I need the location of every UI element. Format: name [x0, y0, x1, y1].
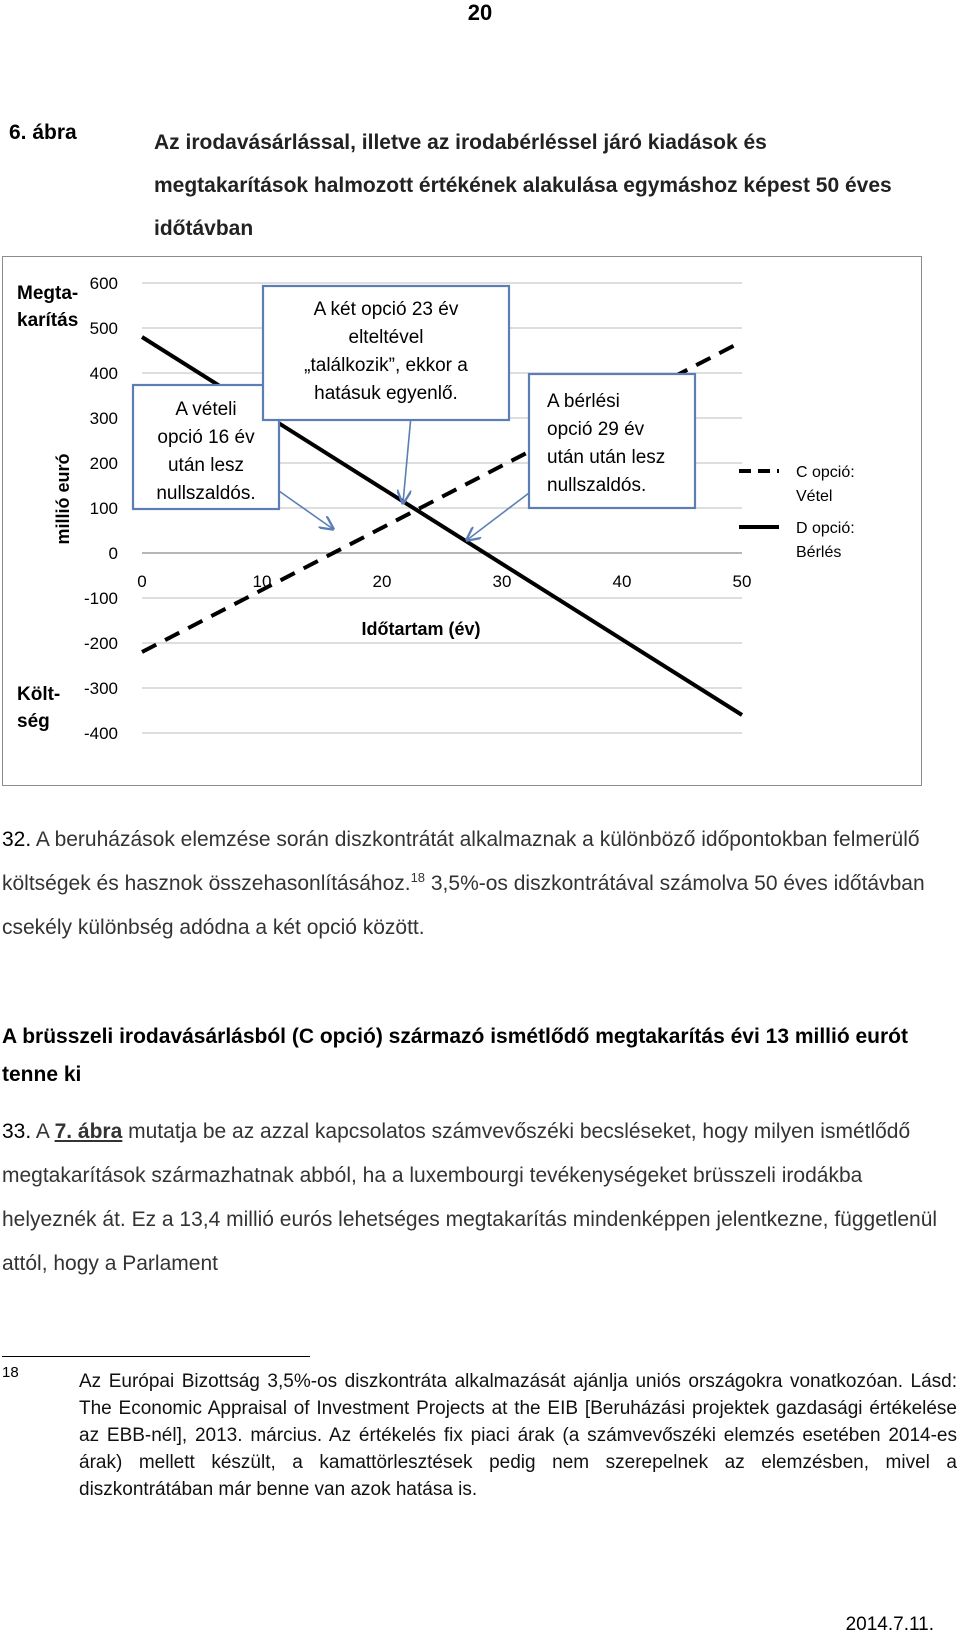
callout-text: hatásuk egyenlő. — [314, 383, 458, 404]
chart — [3, 257, 921, 785]
y-tick-label: 0 — [108, 544, 118, 563]
callout-text: után lesz — [167, 455, 245, 476]
callout-text: A két opció 23 év — [313, 299, 459, 320]
x-axis-title: Időtartam (év) — [361, 619, 481, 639]
legend-label: Bérlés — [796, 544, 842, 561]
callout-arrow — [279, 491, 333, 529]
x-tick-label: 20 — [372, 572, 392, 591]
figure-label: 6. ábra — [9, 121, 77, 144]
x-tick-label: 50 — [732, 572, 752, 591]
x-tick-label: 40 — [612, 572, 632, 591]
paragraph-text-continued: 3,5%-os diszkontrátával számolva 50 éves időtávban csekély különbség adódna a két opció között. — [2, 872, 925, 939]
y-axis-title: millió euró — [53, 453, 73, 545]
callout-text: opció 16 év — [157, 427, 255, 448]
callout-text: nullszaldós. — [156, 483, 256, 504]
y-tick-label: -300 — [83, 679, 118, 698]
y-top-label: karítás — [17, 310, 79, 331]
y-tick-label: -100 — [83, 589, 118, 608]
callout-text: opció 29 év — [547, 419, 645, 440]
x-tick-label: 0 — [137, 572, 147, 591]
footnote-separator — [2, 1356, 310, 1357]
legend-label: Vétel — [796, 488, 833, 505]
callout-arrow — [403, 420, 411, 503]
y-bottom-label: ség — [17, 711, 50, 732]
legend-label: C opció: — [796, 464, 855, 481]
y-tick-label: 300 — [89, 409, 118, 428]
legend-label: D opció: — [796, 520, 855, 537]
paragraph-number: 33. — [2, 1120, 32, 1143]
footnote-text: Az Európai Bizottság 3,5%-os diszkontráta alkalmazását ajánlja uniós országokra vonatkozóan. Lásd: The Economic Appraisal of Investment Projects at the EIB [Beruházási projektek gazdasági értékelése az EBB-nél], 2013. március. Az értékelés fix piaci árak (a számvevőszéki elemzés esetében 2014-es árak) mellett készült, a kamattörlesztések pedig nem szerepelnek az elemzésben, mivel a diszkontrátában már benne van azok hatása is. — [79, 1371, 957, 1500]
y-tick-label: -400 — [83, 724, 118, 743]
callout-arrow — [467, 493, 529, 540]
callout-text: A bérlési — [547, 391, 620, 412]
footnote-number: 18 — [2, 1364, 19, 1381]
figure-link[interactable]: 7. ábra — [54, 1120, 123, 1143]
y-tick-label: 600 — [89, 274, 118, 293]
footnote-ref[interactable]: 18 — [410, 870, 426, 885]
paragraph-text: A beruházások elemzése során diszkontrátát alkalmaznak a különböző időpontokban felmerülő költségek és hasznok összehasonlításához. — [2, 828, 920, 895]
date: 2014.7.11. — [845, 1614, 934, 1635]
paragraph-text: mutatja be az azzal kapcsolatos számvevőszéki becsléseket, hogy milyen ismétlődő megtakarítások származhatnak abból, ha a luxembourgi tevékenységeket brüsszeli irodákba helyeznék át. Ez a 13,4 millió eurós lehetséges megtakarítás mindenképpen jelentkezne, függetlenül attól, hogy a Parlament — [2, 1120, 938, 1275]
paragraph-number: 32. — [2, 828, 32, 851]
y-tick-label: -200 — [83, 634, 118, 653]
callout-text: A vételi — [175, 399, 237, 420]
paragraph-32 — [2, 818, 956, 950]
paragraph-33 — [2, 1110, 956, 1286]
y-top-label: Megta- — [17, 283, 79, 304]
x-tick-label: 10 — [252, 572, 272, 591]
callout-text: elteltével — [348, 327, 424, 348]
x-tick-label: 30 — [492, 572, 512, 591]
y-tick-label: 100 — [89, 499, 118, 518]
section-heading: A brüsszeli irodavásárlásból (C opció) származó ismétlődő megtakarítás évi 13 millió eurót tenne ki — [2, 1025, 909, 1086]
page-number: 20 — [467, 0, 493, 25]
y-tick-label: 500 — [89, 319, 118, 338]
chart-frame — [2, 256, 922, 786]
callout-text: után után lesz — [547, 447, 666, 468]
callout-text: nullszaldós. — [547, 475, 647, 496]
figure-title: Az irodavásárlással, illetve az irodabérléssel járó kiadások és megtakarítások halmozott értékének alakulása egymáshoz képest 50 éves időtávban — [154, 131, 892, 240]
paragraph-text-pre: A — [35, 1120, 55, 1143]
y-tick-label: 400 — [89, 364, 118, 383]
callout-text: „találkozik”, ekkor a — [304, 355, 468, 376]
y-tick-label: 200 — [89, 454, 118, 473]
y-bottom-label: Költ- — [17, 684, 61, 705]
